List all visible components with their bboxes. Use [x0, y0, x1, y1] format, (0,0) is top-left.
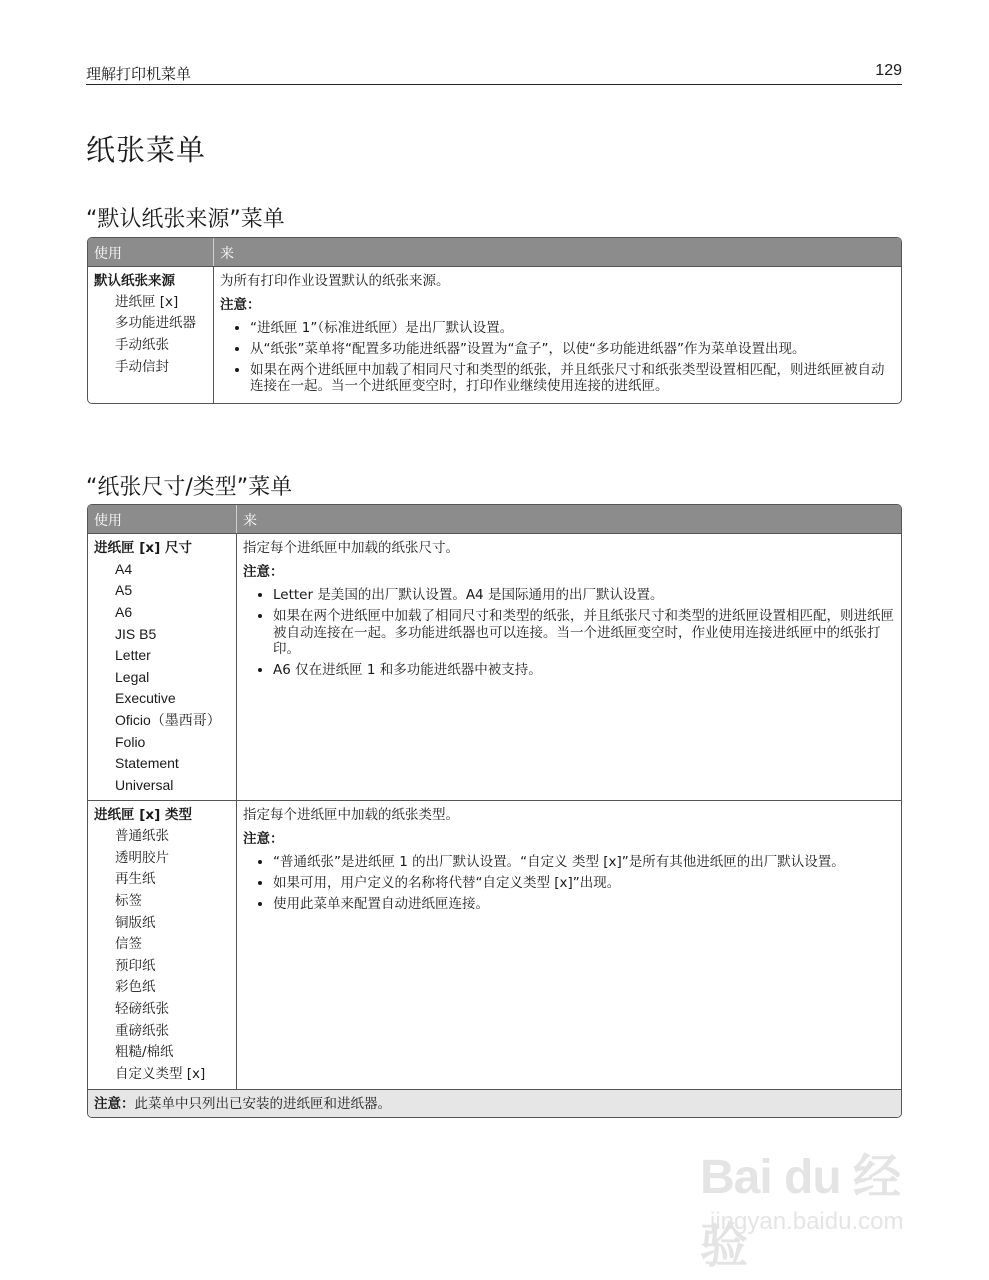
table-header-row — [88, 505, 901, 533]
menu-option: 再生纸 — [115, 871, 156, 888]
menu-option: 多功能进纸器 — [115, 315, 196, 332]
footer-note-label: 注意： — [94, 1096, 135, 1113]
page-header — [86, 62, 902, 85]
note-item: • “进纸匣 1”（标准进纸匣）是出厂默认设置。 — [250, 320, 895, 337]
menu-option: 普通纸张 — [115, 828, 169, 845]
note-item: • 使用此菜单来配置自动进纸匣连接。 — [273, 896, 895, 913]
menu-option: Executive — [115, 690, 176, 707]
description-cell — [236, 533, 901, 800]
default-source-table — [87, 237, 902, 404]
watermark-url: jingyan.baidu.com — [710, 1208, 904, 1235]
menu-option: Letter — [115, 647, 151, 664]
note-label: 注意： — [243, 563, 284, 580]
menu-option: 手动纸张 — [115, 337, 169, 354]
column-header-use: 使用 — [88, 505, 236, 533]
description-cell — [236, 800, 901, 1089]
section-heading-size-type: “纸张尺寸/类型”菜单 — [86, 475, 293, 500]
table-row — [88, 533, 901, 800]
menu-item-cell — [88, 533, 236, 800]
menu-item-cell — [88, 800, 236, 1089]
watermark-logo: Bai du 经验 — [700, 1151, 901, 1273]
menu-item-label: 进纸匣 [x] 尺寸 — [94, 540, 192, 556]
footer-note-text: 此菜单中只列出已安装的进纸匣和进纸器。 — [134, 1096, 391, 1113]
menu-item-label: 默认纸张来源 — [94, 273, 175, 289]
table-footer-note — [88, 1089, 901, 1117]
page-number: 129 — [875, 62, 902, 79]
description-text: 指定每个进纸匣中加载的纸张类型。 — [243, 807, 459, 824]
menu-item-cell — [88, 266, 213, 403]
table-footer-row — [88, 1089, 901, 1117]
menu-item-label: 进纸匣 [x] 类型 — [94, 807, 192, 824]
note-label: 注意： — [243, 831, 284, 848]
note-list — [243, 587, 895, 679]
menu-option: 自定义类型 [x] — [115, 1065, 206, 1082]
description-cell — [213, 266, 901, 403]
menu-option: 手动信封 — [115, 358, 169, 375]
menu-option: 铜版纸 — [115, 914, 156, 931]
menu-option: Legal — [115, 668, 150, 685]
menu-option: 进纸匣 [x] — [115, 293, 179, 310]
note-item: • 如果在两个进纸匣中加载了相同尺寸和类型的纸张，并且纸张尺寸和纸张类型设置相匹配，则进纸匣被自动连接在一起。当一个进纸匣变空时，打印作业继续使用连接的进纸匣。 — [250, 362, 895, 396]
note-label: 注意： — [220, 296, 261, 313]
menu-option: A5 — [115, 582, 133, 599]
menu-option: 彩色纸 — [115, 979, 156, 996]
note-item: • 如果可用，用户定义的名称将代替“自定义类型 [x]”出现。 — [273, 875, 895, 892]
column-header-to: 来 — [236, 505, 901, 533]
menu-option: Statement — [115, 755, 179, 772]
note-item: • 如果在两个进纸匣中加载了相同尺寸和类型的纸张，并且纸张尺寸和类型的进纸匣设置相匹配，则进纸匣被自动连接在一起。多功能进纸器也可以连接。当一个进纸匣变空时，作业使用连接进纸匣中的纸张打印。 — [273, 608, 895, 659]
note-item: • 从“纸张”菜单将“配置多功能进纸器”设置为“盒子”，以使“多功能进纸器”作为菜单设置出现。 — [250, 341, 895, 358]
page-title: 纸张菜单 — [86, 133, 207, 167]
menu-option: Folio — [115, 733, 146, 750]
note-item: • A6 仅在进纸匣 1 和多功能进纸器中被支持。 — [273, 662, 895, 679]
note-list — [220, 320, 895, 396]
header-title: 理解打印机菜单 — [86, 65, 192, 83]
menu-option: 信签 — [115, 936, 142, 953]
table-row — [88, 266, 901, 403]
description-text: 为所有打印作业设置默认的纸张来源。 — [220, 273, 450, 289]
column-header-to: 来 — [213, 238, 901, 266]
menu-option: 轻磅纸张 — [115, 1001, 169, 1018]
menu-option: JIS B5 — [115, 625, 157, 642]
size-type-table — [87, 504, 902, 1118]
column-header-use: 使用 — [88, 238, 213, 266]
note-item: • “普通纸张”是进纸匣 1 的出厂默认设置。“自定义 类型 [x]”是所有其他进纸匣的出厂默认设置。 — [273, 854, 895, 871]
description-text: 指定每个进纸匣中加载的纸张尺寸。 — [243, 540, 459, 556]
table-header-row — [88, 238, 901, 266]
menu-option: A4 — [115, 560, 133, 577]
menu-option: 标签 — [115, 893, 142, 910]
menu-option: Oficio（墨西哥） — [115, 712, 221, 729]
menu-option: 预印纸 — [115, 957, 156, 974]
menu-option: 重磅纸张 — [115, 1022, 169, 1039]
menu-option: 透明胶片 — [115, 849, 169, 866]
table-row — [88, 800, 901, 1089]
menu-option: Universal — [115, 776, 174, 793]
menu-option: 粗糙/棉纸 — [115, 1044, 174, 1061]
section-heading-default-source: “默认纸张来源”菜单 — [86, 207, 285, 232]
note-item: • Letter 是美国的出厂默认设置。A4 是国际通用的出厂默认设置。 — [273, 587, 895, 604]
watermark — [700, 1138, 940, 1273]
note-list — [243, 854, 895, 913]
menu-option: A6 — [115, 604, 133, 621]
